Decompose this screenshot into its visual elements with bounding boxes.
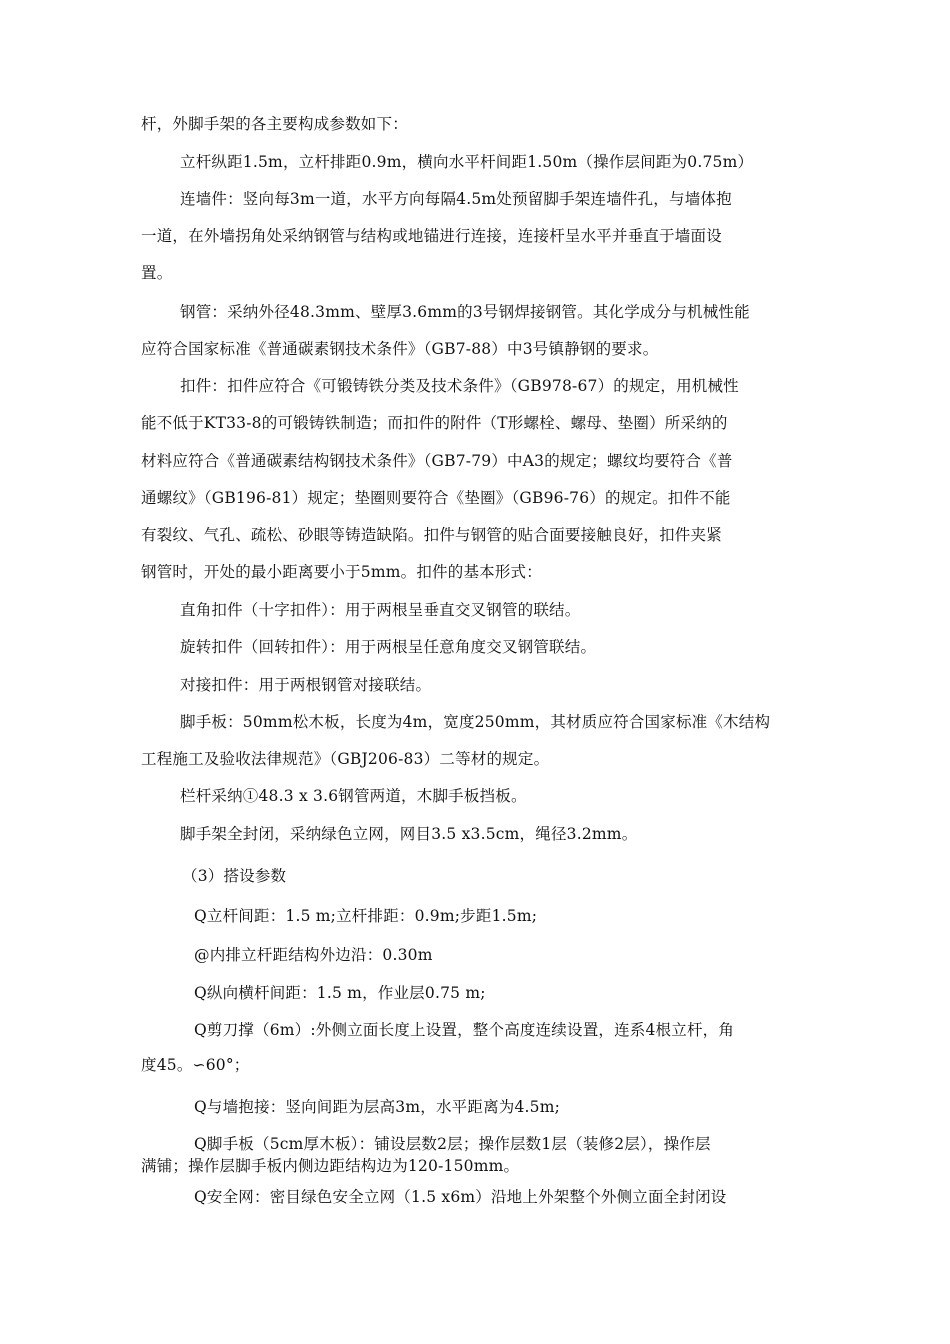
right-angle-fastener-text: 直角扣件（十字扣件）：用于两根呈垂直交叉钢管的联结。 xyxy=(180,601,581,619)
butt-fastener-text: 对接扣件：用于两根钢管对接联结。 xyxy=(180,676,432,694)
fastener-line-4: 通螺纹》（GB196-81）规定；垫圈则要符合《垫圈》（GB96-76）的规定。扣件不能 xyxy=(141,489,731,507)
fastener-line-6: 钢管时，开处的最小距离要小于5mm。扣件的基本形式： xyxy=(141,563,542,581)
param-scaffold-board-line-2: 满铺；操作层脚手板内侧边距结构边为120-150mm。 xyxy=(141,1157,520,1175)
steel-pipe-line-1: 钢管：采纳外径48.3mm、壁厚3.6mm的3号钢焊接钢管。其化学成分与机械性能 xyxy=(180,303,750,321)
pole-spacing-text: 立杆纵距1.5m，立杆排距0.9m，横向水平杆间距1.50m（操作层间距为0.75m） xyxy=(180,153,754,171)
scaffold-board-line-1: 脚手板：50mm松木板，长度为4m，宽度250mm，其材质应符合国家标准《木结构 xyxy=(180,713,771,731)
intro-text: 杆，外脚手架的各主要构成参数如下： xyxy=(141,115,408,133)
rotating-fastener-text: 旋转扣件（回转扣件）：用于两根呈任意角度交叉钢管联结。 xyxy=(180,638,597,656)
wall-tie-line-2: 一道，在外墙拐角处采纳钢管与结构或地锚进行连接，连接杆呈水平并垂直于墙面设 xyxy=(141,227,722,245)
param-cross-brace-line-2: 度45。∽60°； xyxy=(141,1056,250,1074)
steel-pipe-line-2: 应符合国家标准《普通碳素钢技术条件》（GB7-88）中3号镇静钢的要求。 xyxy=(141,340,659,358)
param-safety-net: Q安全网：密目绿色安全立网（1.5 x6m）沿地上外架整个外侧立面全封闭设 xyxy=(194,1188,727,1206)
wall-tie-line-1: 连墙件：竖向每3m一道，水平方向每隔4.5m处预留脚手架连墙件孔，与墙体抱 xyxy=(180,190,732,208)
fastener-line-1: 扣件：扣件应符合《可锻铸铁分类及技术条件》（GB978-67）的规定，用机械性 xyxy=(180,377,739,395)
fastener-line-3: 材料应符合《普通碳素结构钢技术条件》（GB7-79）中A3的规定；螺纹均要符合《普 xyxy=(141,452,733,470)
param-scaffold-board-line-1: Q脚手板（5cm厚木板）：铺设层数2层；操作层数1层（装修2层），操作层 xyxy=(194,1135,711,1153)
param-pole-spacing: Q立杆间距：1.5 m;立杆排距：0.9m;步距1.5m; xyxy=(194,907,538,925)
section-heading: （3）搭设参数 xyxy=(182,867,287,885)
enclosure-text: 脚手架全封闭，采纳绿色立网，网目3.5 x3.5cm，绳径3.2mm。 xyxy=(180,825,638,843)
fastener-line-2: 能不低于KT33-8的可锻铸铁制造；而扣件的附件（T形螺栓、螺母、垫圈）所采纳的 xyxy=(141,414,728,432)
railing-text: 栏杆采纳①48.3 x 3.6钢管两道，木脚手板挡板。 xyxy=(180,787,527,805)
param-longitudinal-bar: Q纵向横杆间距：1.5 m，作业层0.75 m; xyxy=(194,984,486,1002)
param-inner-pole-distance: @内排立杆距结构外边沿：0.30m xyxy=(194,946,433,964)
wall-tie-line-3: 置。 xyxy=(141,264,173,282)
param-cross-brace-line-1: Q剪刀撑（6m）:外侧立面长度上设置，整个高度连续设置，连系4根立杆，角 xyxy=(194,1021,735,1039)
fastener-line-5: 有裂纹、气孔、疏松、砂眼等铸造缺陷。扣件与钢管的贴合面要接触良好，扣件夹紧 xyxy=(141,526,722,544)
param-wall-connection: Q与墙抱接：竖向间距为层高3m，水平距离为4.5m; xyxy=(194,1098,561,1116)
scaffold-board-line-2: 工程施工及验收法律规范》（GBJ206-83）二等材的规定。 xyxy=(141,750,550,768)
